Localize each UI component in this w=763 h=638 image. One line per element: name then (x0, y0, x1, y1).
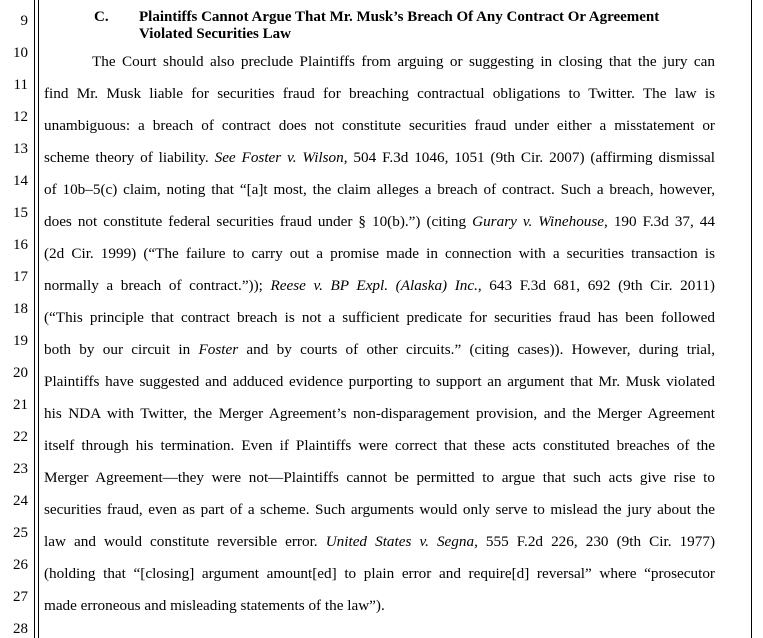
case-citation: See Foster v. Wilson (214, 149, 344, 166)
body-text: normally a breach of contract.”)); (44, 277, 271, 294)
left-margin-rule (34, 0, 35, 638)
case-citation: United States v. Segna (325, 533, 475, 550)
body-text: does not constitute federal securities fraud under § 10(b).”) (citing (44, 213, 473, 230)
line-number: 10 (13, 45, 28, 61)
body-line: itself through his termination. Even if Plaintiffs were correct that these acts constituted breaches of the (44, 437, 715, 454)
body-line: find Mr. Musk liable for securities fraud for breaching contractual obligations to Twitter. The law is (44, 85, 715, 102)
body-line (44, 277, 715, 295)
body-line (44, 149, 715, 167)
line-number: 17 (13, 269, 28, 285)
body-line: Plaintiffs have suggested and adduced evidence purporting to support an argument that Mr. Musk violated (44, 373, 715, 390)
body-text: scheme theory of liability. (44, 149, 215, 166)
case-citation: Gurary v. Winehouse (472, 213, 605, 230)
line-number: 20 (13, 365, 28, 381)
left-margin-rule-inner (38, 0, 39, 638)
line-number: 24 (13, 493, 28, 509)
body-line (44, 213, 715, 231)
body-text: , 190 F.3d 37, 44 (604, 213, 715, 230)
case-citation: Foster (198, 341, 239, 358)
line-number: 9 (20, 13, 28, 29)
line-number: 27 (13, 589, 28, 605)
line-number: 22 (13, 429, 28, 445)
line-number: 28 (13, 621, 28, 637)
line-number: 13 (13, 141, 28, 157)
body-line: made erroneous and misleading statements of the law”). (44, 597, 385, 614)
line-number: 12 (13, 109, 28, 125)
body-text: , 555 F.2d 226, 230 (9th Cir. 1977) (474, 533, 716, 550)
line-number: 19 (13, 333, 28, 349)
section-letter: C. (94, 9, 109, 25)
body-text: both by our circuit in (44, 341, 199, 358)
section-title-line: Plaintiffs Cannot Argue That Mr. Musk’s Breach Of Any Contract Or Agreement (139, 9, 660, 25)
body-line: unambiguous: a breach of contract does not constitute securities fraud under either a misstatement or (44, 117, 715, 134)
line-number: 25 (13, 525, 28, 541)
section-title-line: Violated Securities Law (139, 26, 291, 42)
body-text: , 504 F.3d 1046, 1051 (9th Cir. 2007) (affirming dismissal (343, 149, 715, 166)
body-line: securities fraud, even as part of a scheme. Such arguments would only serve to mislead the jury about the (44, 501, 715, 518)
line-number: 16 (13, 237, 28, 253)
line-number: 21 (13, 397, 28, 413)
body-text: , 643 F.3d 681, 692 (9th Cir. 2011) (477, 277, 715, 294)
body-line: (holding that “[closing] argument amount[ed] to plain error and require[d] reversal” where “prosecutor (44, 565, 715, 582)
body-line: The Court should also preclude Plaintiffs from arguing or suggesting in closing that the jury can (92, 53, 715, 70)
right-margin-rule (751, 0, 752, 638)
body-line: his NDA with Twitter, the Merger Agreement’s non-disparagement provision, and the Merger Agreement (44, 405, 715, 422)
body-text: and by courts of other circuits.” (citing cases)). However, during trial, (238, 341, 715, 358)
body-line (44, 533, 715, 551)
line-number: 14 (13, 173, 28, 189)
body-line (44, 341, 715, 359)
line-number: 18 (13, 301, 28, 317)
line-number: 15 (13, 205, 28, 221)
section-title (139, 9, 729, 43)
line-number: 23 (13, 461, 28, 477)
body-line: of 10b–5(c) claim, noting that “[a]t most, the claim alleges a breach of contract. Such a breach, however, (44, 181, 715, 198)
body-line: (“This principle that contract breach is not a sufficient predicate for securities fraud has been followed (44, 309, 715, 326)
case-citation: Reese v. BP Expl. (Alaska) Inc. (270, 277, 478, 294)
body-line: (2d Cir. 1999) (“The failure to carry out a promise made in connection with a securities transaction is (44, 245, 715, 262)
body-text: law and would constitute reversible error. (44, 533, 326, 550)
body-line: Merger Agreement—they were not—Plaintiffs cannot be permitted to argue that such acts give rise to (44, 469, 715, 486)
line-number: 26 (13, 557, 28, 573)
line-number: 11 (13, 77, 28, 93)
